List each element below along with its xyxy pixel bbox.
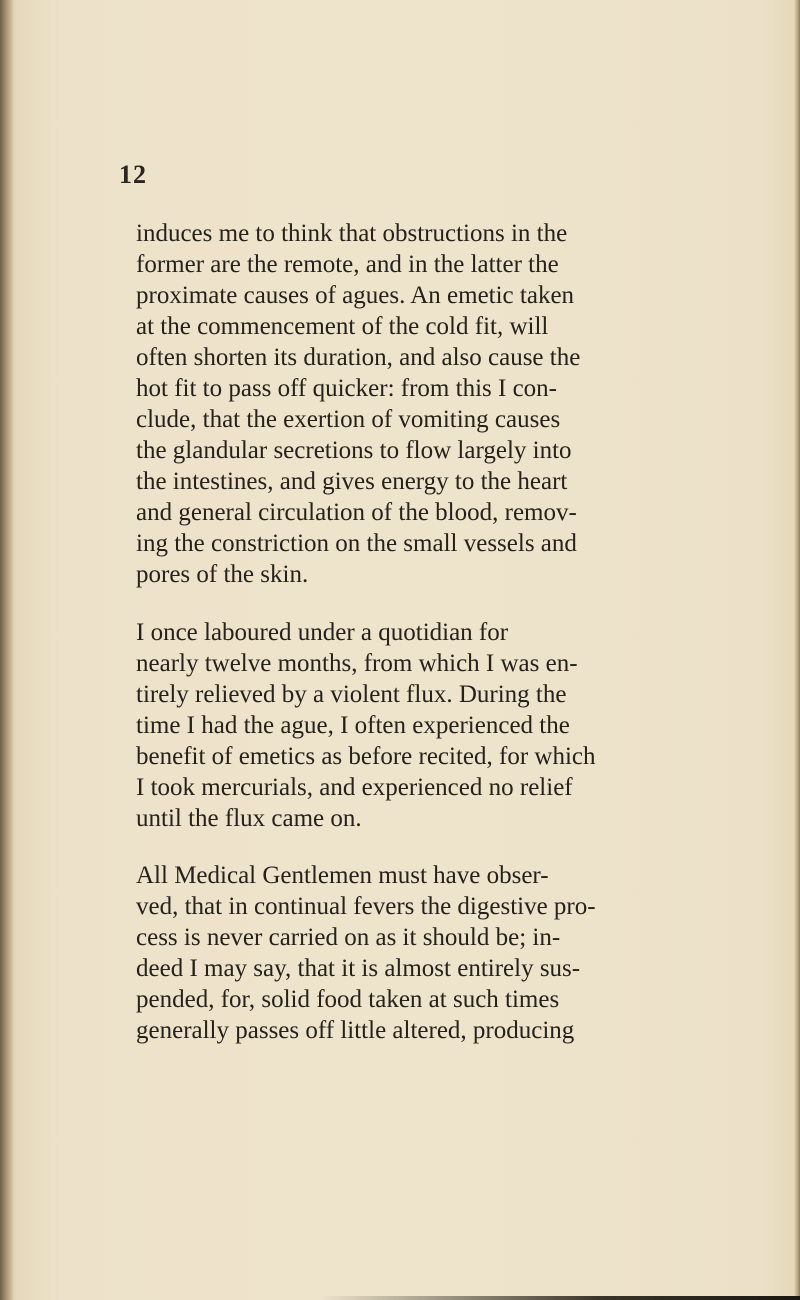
- text-line: generally passes off little altered, producing: [136, 1017, 575, 1044]
- text-line: clude, that the exertion of vomiting causes: [136, 406, 561, 433]
- text-line: ing the constriction on the small vessels and: [136, 530, 577, 557]
- text-line: until the flux came on.: [136, 805, 362, 832]
- page-number: 12: [119, 160, 147, 189]
- text-line: pended, for, solid food taken at such times: [136, 986, 560, 1013]
- binding-gutter: [0, 0, 14, 1300]
- text-line: former are the remote, and in the latter the: [136, 251, 559, 278]
- text-line: I once laboured under a quotidian for: [136, 619, 509, 646]
- text-line: proximate causes of agues. An emetic taken: [136, 282, 575, 309]
- paragraph-3: [136, 860, 681, 1046]
- text-line: induces me to think that obstructions in the: [136, 220, 568, 247]
- text-line: benefit of emetics as before recited, for which: [136, 743, 596, 770]
- text-line: hot fit to pass off quicker: from this I con-: [136, 375, 557, 402]
- text-line: the glandular secretions to flow largely into: [136, 437, 572, 464]
- paragraph-2: [136, 617, 681, 834]
- text-line: ved, that in continual fevers the digestive pro-: [136, 893, 596, 920]
- text-line: pores of the skin.: [136, 561, 309, 588]
- text-line: nearly twelve months, from which I was en-: [136, 650, 578, 677]
- text-line: at the commencement of the cold fit, will: [136, 313, 549, 340]
- text-line: I took mercurials, and experienced no relief: [136, 774, 573, 801]
- text-line: deed I may say, that it is almost entirely sus-: [136, 955, 581, 982]
- text-line: often shorten its duration, and also cause the: [136, 344, 581, 371]
- text-line: the intestines, and gives energy to the heart: [136, 468, 568, 495]
- text-line: time I had the ague, I often experienced the: [136, 712, 570, 739]
- text-line: cess is never carried on as it should be; in-: [136, 924, 561, 951]
- text-line: and general circulation of the blood, remov-: [136, 499, 577, 526]
- text-line: tirely relieved by a violent flux. During the: [136, 681, 567, 708]
- paragraph-1: [136, 218, 681, 590]
- page-bottom-edge: [0, 1296, 800, 1300]
- text-line: All Medical Gentlemen must have obser-: [136, 862, 549, 889]
- page-right-edge: [794, 0, 800, 1300]
